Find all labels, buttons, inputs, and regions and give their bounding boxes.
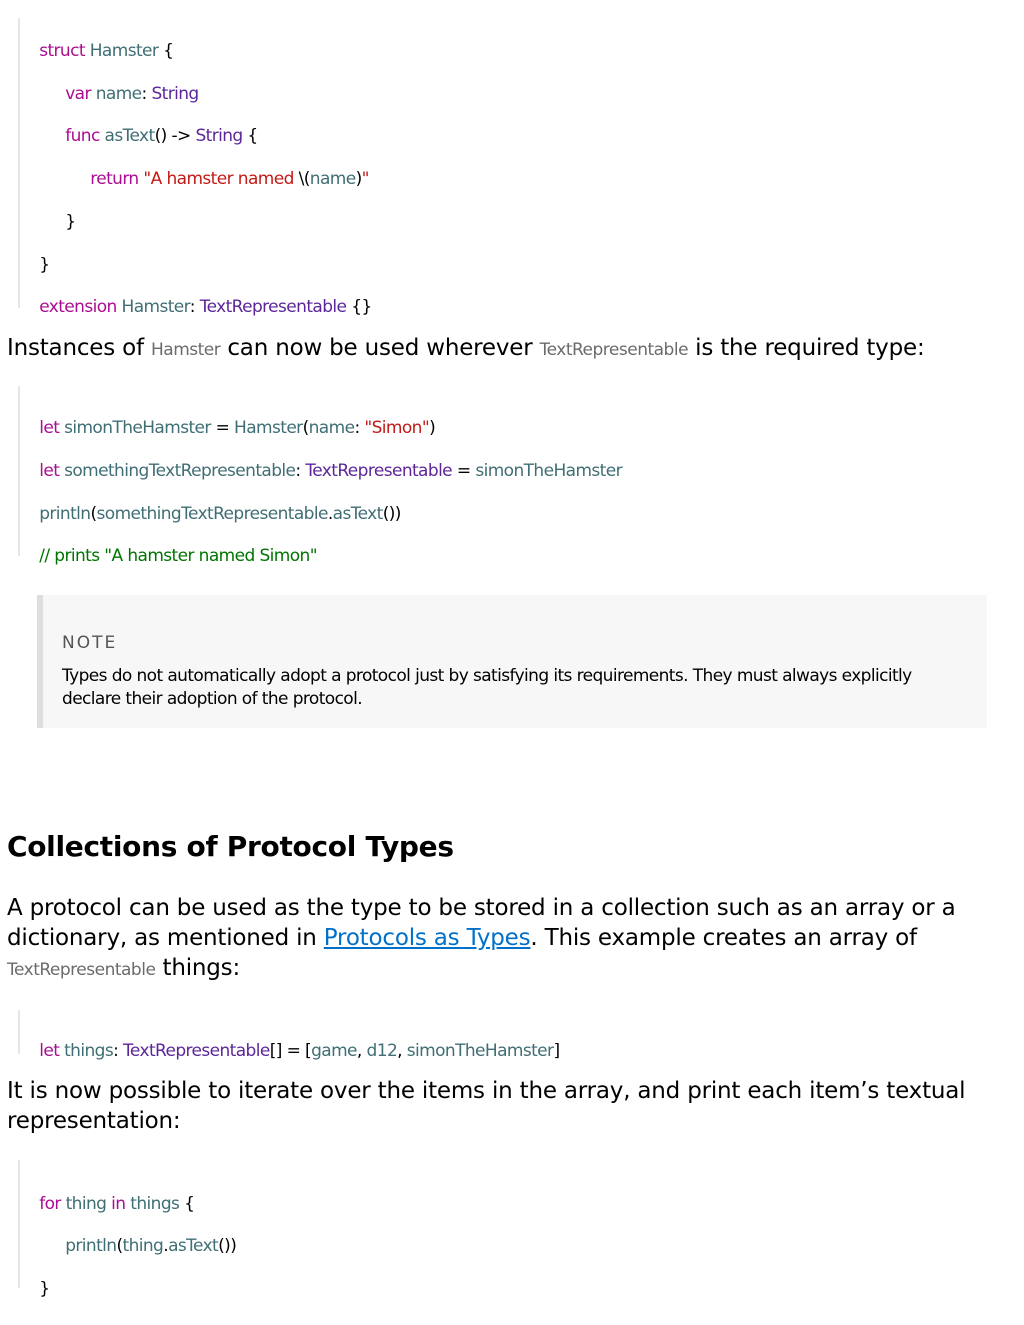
code-identifier: simonTheHamster bbox=[64, 418, 211, 438]
code-block-for-loop bbox=[18, 1160, 237, 1299]
code-keyword: let bbox=[39, 461, 60, 481]
code-string: "A hamster named bbox=[143, 169, 299, 189]
code-string: "Simon" bbox=[364, 418, 430, 438]
protocols-as-types-link[interactable]: Protocols as Types bbox=[323, 925, 531, 951]
paragraph-collections bbox=[7, 893, 967, 985]
code-type: Hamster bbox=[234, 418, 303, 438]
code-line bbox=[20, 1259, 49, 1319]
code-identifier: somethingTextRepresentable bbox=[96, 504, 328, 524]
code-identifier: name bbox=[309, 169, 356, 189]
paragraph-text: is the required type: bbox=[688, 335, 925, 361]
code-punct: { bbox=[179, 1194, 195, 1214]
code-keyword: let bbox=[39, 1041, 60, 1061]
code-punct: \( bbox=[298, 169, 310, 189]
code-identifier: game bbox=[311, 1041, 357, 1061]
code-punct: . bbox=[327, 504, 333, 524]
paragraph-text: . This example creates an array of bbox=[530, 925, 917, 951]
code-keyword: struct bbox=[39, 41, 85, 61]
code-identifier: simonTheHamster bbox=[475, 461, 622, 481]
code-punct: } bbox=[39, 255, 50, 275]
code-function: println bbox=[39, 504, 91, 524]
code-punct: { bbox=[242, 126, 258, 146]
code-identifier: Hamster bbox=[121, 297, 190, 317]
section-heading: Collections of Protocol Types bbox=[7, 830, 454, 863]
inline-code: TextRepresentable bbox=[7, 960, 156, 980]
code-block-struct-hamster bbox=[18, 18, 372, 317]
note-text: Types do not automatically adopt a protocol just by satisfying its requirements. They must always explicitly declare their adoption of the protocol. bbox=[62, 666, 912, 709]
code-punct: } bbox=[39, 1279, 50, 1299]
code-identifier: d12 bbox=[366, 1041, 398, 1061]
code-punct: {} bbox=[346, 297, 372, 317]
code-punct: : bbox=[189, 297, 200, 317]
code-keyword: for bbox=[39, 1194, 61, 1214]
code-punct: ( bbox=[302, 418, 309, 438]
code-punct: : bbox=[141, 84, 152, 104]
code-keyword: return bbox=[90, 169, 139, 189]
code-punct: = bbox=[452, 461, 476, 481]
code-punct: ()) bbox=[382, 504, 401, 524]
code-function: println bbox=[65, 1236, 117, 1256]
code-keyword: var bbox=[65, 84, 91, 104]
code-type: String bbox=[151, 84, 199, 104]
code-identifier: thing bbox=[122, 1236, 164, 1256]
code-punct: ) bbox=[429, 418, 436, 438]
code-punct: , bbox=[356, 1041, 367, 1061]
code-punct: : bbox=[354, 418, 365, 438]
note-box bbox=[37, 595, 987, 728]
code-line bbox=[71, 149, 369, 209]
paragraph-text: A protocol can be used as the type to be stored in a collection such as an array or a dictionary, as mentioned in bbox=[7, 895, 956, 951]
code-line bbox=[20, 1021, 559, 1081]
code-identifier: thing bbox=[65, 1194, 107, 1214]
code-line bbox=[46, 1216, 236, 1276]
code-type: TextRepresentable bbox=[305, 461, 453, 481]
code-line bbox=[20, 526, 317, 586]
code-line bbox=[20, 277, 372, 337]
code-type: String bbox=[195, 126, 243, 146]
code-punct: : bbox=[295, 461, 306, 481]
code-punct: [] = [ bbox=[269, 1041, 312, 1061]
code-punct: : bbox=[113, 1041, 124, 1061]
code-punct: { bbox=[158, 41, 174, 61]
code-keyword: in bbox=[111, 1194, 126, 1214]
code-punct: ] bbox=[553, 1041, 560, 1061]
code-punct: } bbox=[65, 212, 76, 232]
code-punct: ()) bbox=[218, 1236, 237, 1256]
code-string: " bbox=[361, 169, 369, 189]
code-punct: . bbox=[163, 1236, 169, 1256]
paragraph-instances bbox=[7, 333, 997, 365]
code-type: TextRepresentable bbox=[199, 297, 347, 317]
code-identifier: simonTheHamster bbox=[406, 1041, 554, 1061]
code-keyword: let bbox=[39, 418, 60, 438]
paragraph-text: Instances of bbox=[7, 335, 152, 361]
code-keyword: func bbox=[65, 126, 100, 146]
code-punct: = bbox=[210, 418, 235, 438]
code-punct: ( bbox=[116, 1236, 123, 1256]
code-punct: , bbox=[397, 1041, 407, 1061]
code-block-simon bbox=[18, 386, 622, 566]
code-identifier: name bbox=[308, 418, 355, 438]
code-identifier: things bbox=[130, 1194, 180, 1214]
code-punct: () -> bbox=[154, 126, 196, 146]
code-keyword: extension bbox=[39, 297, 117, 317]
code-identifier: name bbox=[95, 84, 142, 104]
code-identifier: things bbox=[64, 1041, 114, 1061]
paragraph-text: It is now possible to iterate over the items in the array, and print each item’s textual representation: bbox=[7, 1078, 966, 1134]
code-identifier: asText bbox=[104, 126, 155, 146]
inline-code: TextRepresentable bbox=[539, 340, 689, 360]
paragraph-iterate bbox=[7, 1076, 967, 1136]
paragraph-text: can now be used wherever bbox=[220, 335, 540, 361]
code-method: asText bbox=[168, 1236, 219, 1256]
note-title: NOTE bbox=[62, 633, 118, 653]
inline-code: Hamster bbox=[151, 340, 221, 360]
code-block-things-array bbox=[18, 1010, 560, 1061]
code-type: TextRepresentable bbox=[123, 1041, 270, 1061]
code-punct: ( bbox=[90, 504, 97, 524]
code-comment: // prints "A hamster named Simon" bbox=[39, 546, 317, 566]
code-method: asText bbox=[332, 504, 383, 524]
code-identifier: somethingTextRepresentable bbox=[64, 461, 296, 481]
code-punct: ) bbox=[355, 169, 362, 189]
code-line bbox=[46, 192, 75, 252]
paragraph-text: things: bbox=[155, 955, 241, 981]
code-identifier: Hamster bbox=[89, 41, 159, 61]
